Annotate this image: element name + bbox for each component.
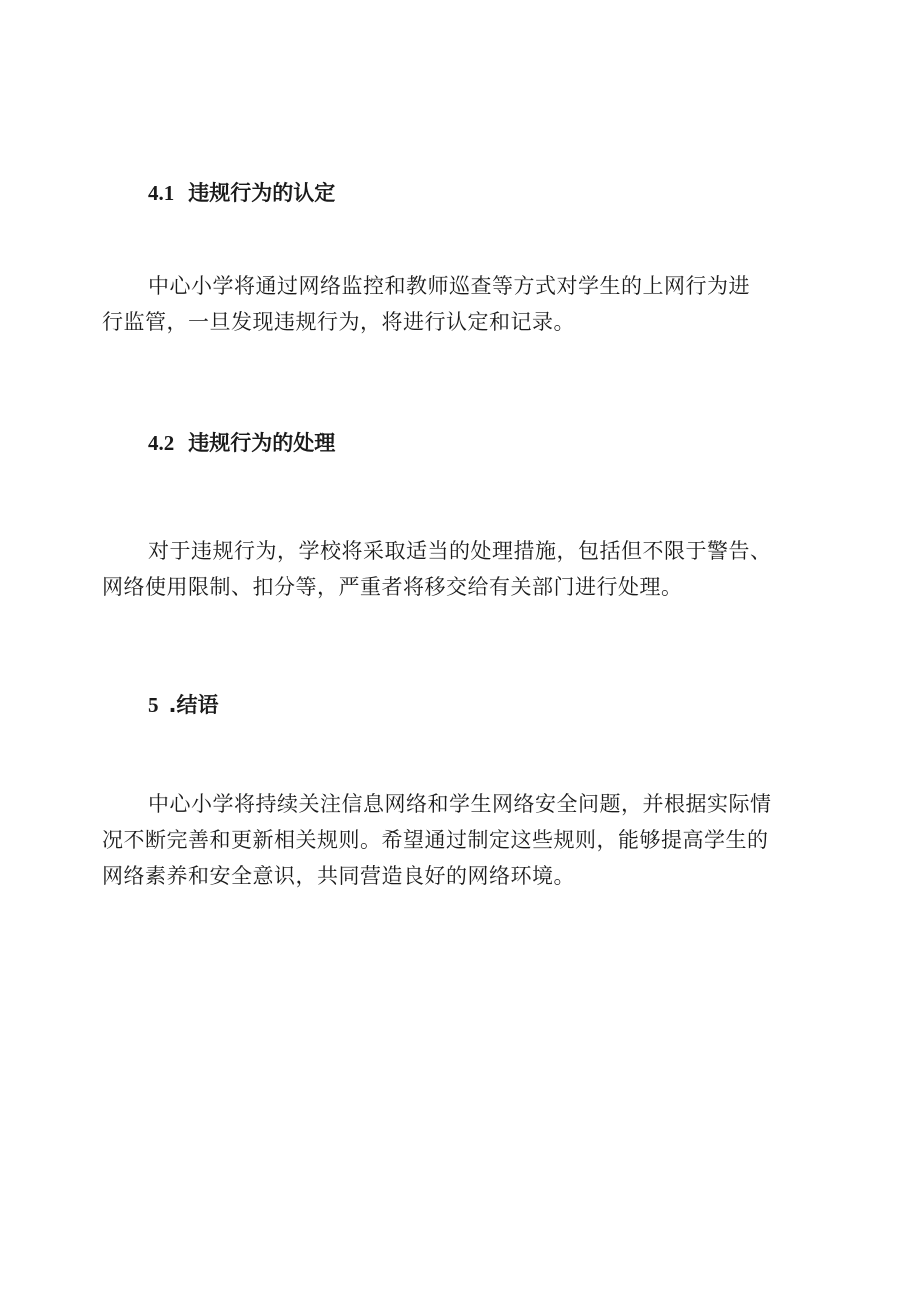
paragraph-line: 中心小学将通过网络监控和教师巡查等方式对学生的上网行为进	[148, 274, 750, 298]
section-heading-4-2	[148, 428, 335, 458]
section-heading-4-1	[148, 178, 335, 208]
paragraph-line: 网络使用限制、扣分等，严重者将移交给有关部门进行处理。	[102, 575, 683, 599]
paragraph-line: 中心小学将持续关注信息网络和学生网络安全问题，并根据实际情	[148, 792, 772, 816]
section-title: 违规行为的认定	[188, 181, 336, 205]
paragraph-line: 对于违规行为，学校将采取适当的处理措施，包括但不限于警告、	[148, 539, 772, 563]
section-number: 5	[148, 693, 159, 717]
paragraph-line: 网络素养和安全意识，共同营造良好的网络环境。	[102, 864, 575, 888]
paragraph-line: 行监管，一旦发现违规行为，将进行认定和记录。	[102, 310, 575, 334]
section-number: 4.2	[148, 431, 175, 455]
section-paragraph-5	[102, 786, 832, 894]
section-title: 违规行为的处理	[188, 431, 336, 455]
section-heading-5	[148, 690, 218, 720]
section-number: 4.1	[148, 181, 175, 205]
section-paragraph-4-1	[102, 268, 832, 340]
section-title: .结语	[168, 693, 219, 717]
section-paragraph-4-2	[102, 533, 832, 605]
paragraph-line: 况不断完善和更新相关规则。希望通过制定这些规则，能够提高学生的	[102, 828, 769, 852]
